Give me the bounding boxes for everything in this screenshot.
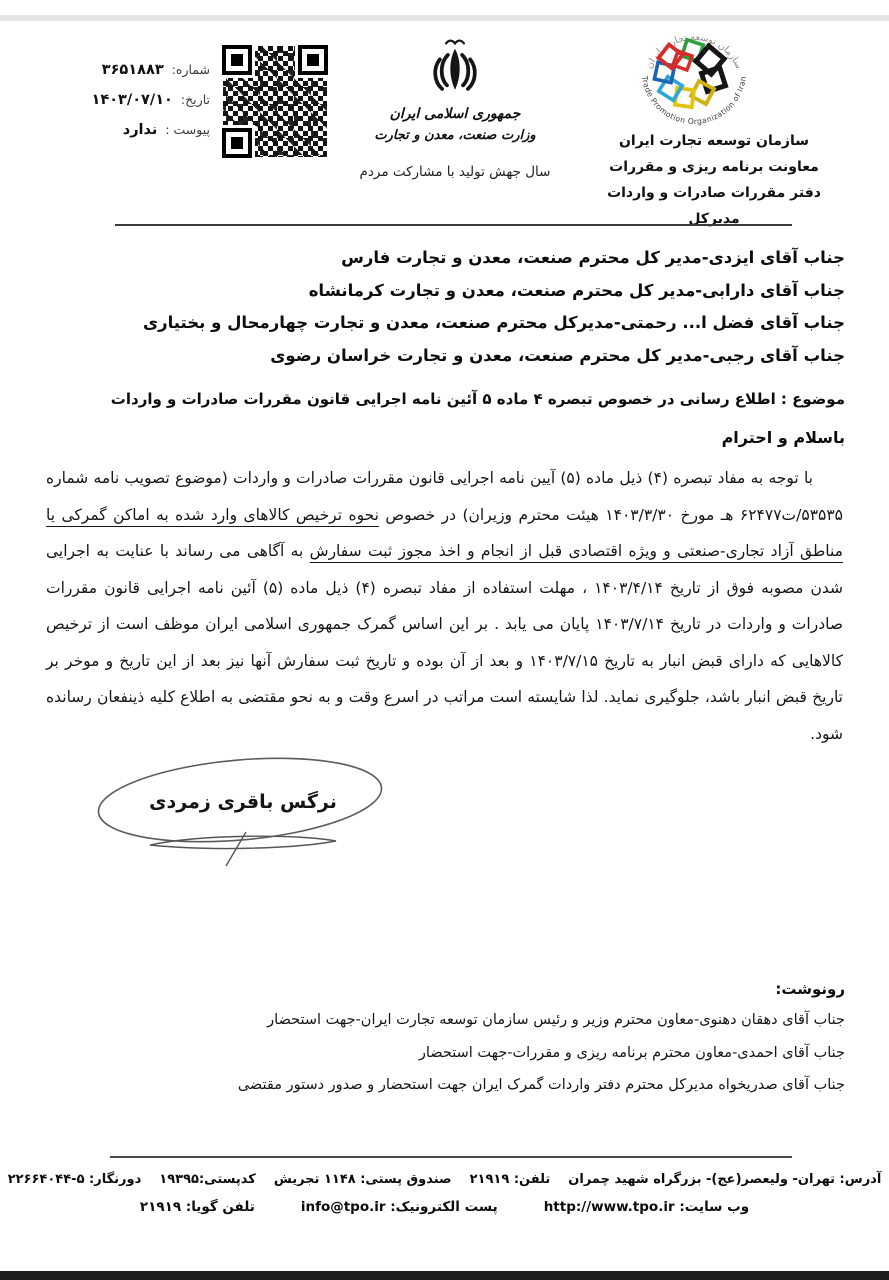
body-part1: با توجه به مفاد تبصره (۴) ذیل ماده (۵) آیین نامه اجرایی قانون مقررات صادرات و واردات (موضوع تصویب نامه شماره ۵۳۵۳۵/ت۶۲۴۷۷ هـ مورخ ۱۴۰۳/۳/۳۰ هیئت محترم وزیران) در خصوص <box>46 469 844 524</box>
letter-attachment-label: پیوست : <box>165 122 210 137</box>
letter-date-row <box>60 92 210 108</box>
qr-finder-top-right <box>298 45 328 75</box>
letter-number-label: شماره: <box>171 62 210 77</box>
ministry-name: وزارت صنعت، معدن و تجارت <box>374 128 536 143</box>
qr-finder-bottom-left <box>222 128 252 158</box>
footer-contact-segment: کدپستی:۱۹۳۹۵ <box>159 1172 256 1187</box>
signatory-name: نرگس باقری زمردی <box>149 791 337 813</box>
cc-list <box>44 1004 845 1102</box>
tpo-logo-pinwheel <box>654 40 725 107</box>
letter-meta-block <box>60 62 210 152</box>
footer-contact-line <box>0 1172 889 1187</box>
letter-date-label: تاریخ: <box>180 92 210 107</box>
qr-finder-top-left <box>222 45 252 75</box>
footer-web-line <box>0 1199 889 1215</box>
cc-item: جناب آقای دهقان دهنوی-معاون محترم وزیر و رئیس سازمان توسعه تجارت ایران-جهت استحضار <box>267 1012 845 1028</box>
salutation: باسلام و احترام <box>721 428 845 447</box>
recipient-line: جناب آقای فضل ا... رحمتی-مدیرکل محترم صنعت، معدن و تجارت چهارمحال و بختیاری <box>142 313 845 332</box>
scan-edge-bottom <box>0 1271 889 1280</box>
tpo-logo-text-fa: سازمان توسعه تجارت ایران <box>643 31 745 71</box>
cc-item: جناب آقای احمدی-معاون محترم برنامه ریزی و مقررات-جهت استحضار <box>418 1044 845 1061</box>
footer-contact-segment: تلفن: ۲۱۹۱۹ <box>469 1172 551 1187</box>
tpo-logo-icon <box>618 20 766 128</box>
body-underlined-clause: نحوه ترخیص کالاهای وارد شده به اماکن گمرکی یا مناطق آزاد تجاری-صنعتی و ویژه اقتصادی قبل از انجام و اخذ مجوز ثبت سفارش <box>46 505 843 560</box>
letter-attachment-row <box>60 122 210 138</box>
signature-block <box>88 748 398 873</box>
footer-contact-segment: دورنگار: ۵-۲۲۶۶۴۰۴۴ <box>7 1172 142 1187</box>
cc-title: رونوشت: <box>775 980 845 998</box>
letter-number-value: ۳۶۵۱۸۸۳ <box>101 62 164 78</box>
footer-block <box>0 1172 889 1215</box>
letter-date-value: ۱۴۰۳/۰۷/۱۰ <box>91 92 173 108</box>
year-slogan: سال جهش تولید با مشارکت مردم <box>359 164 551 180</box>
footer-web-segment: پست الکترونیک: info@tpo.ir <box>300 1199 498 1215</box>
recipients-block <box>44 242 845 372</box>
org-heading-line: مدیرکل <box>688 211 740 227</box>
footer-contact-segment: آدرس: تهران- ولیعصر(عج)- بزرگراه شهید چمران <box>568 1172 882 1187</box>
recipient-line: جناب آقای رجبی-مدیر کل محترم صنعت، معدن و تجارت خراسان رضوی <box>270 345 845 365</box>
header-divider <box>115 224 792 226</box>
cc-block <box>44 980 845 1102</box>
subject-line: موضوع : اطلاع رسانی در خصوص تبصره ۴ ماده ۵ آئین نامه اجرایی قانون مقررات صادرات و واردات <box>110 390 845 408</box>
country-name: جمهوری اسلامی ایران <box>389 106 521 122</box>
org-heading-line: معاونت برنامه ریزی و مقررات <box>609 159 819 175</box>
letter-number-row <box>60 62 210 78</box>
recipient-line: جناب آقای دارابی-مدیر کل محترم صنعت، معدن و تجارت کرمانشاه <box>308 280 845 300</box>
org-heading-line: سازمان توسعه تجارت ایران <box>618 133 810 149</box>
footer-contact-segment: صندوق پستی: ۱۱۴۸ تجریش <box>273 1172 452 1187</box>
org-heading-line: دفتر مقررات صادرات و واردات <box>607 185 821 201</box>
iran-emblem-icon <box>428 38 482 104</box>
cc-item: جناب آقای صدریخواه مدیرکل محترم دفتر واردات گمرک ایران جهت استحضار و صدور دستور مقتضی <box>237 1077 845 1093</box>
government-heading <box>360 106 550 143</box>
footer-divider <box>110 1156 792 1158</box>
body-part2: به آگاهی می رساند با عنایت به اجرایی شدن مصوبه فوق از تاریخ ۱۴۰۳/۴/۱۴ ، مهلت استفاده از مفاد تبصره (۴) ذیل ماده (۵) آئین نامه اجرایی قانون مقررات صادرات و واردات در تاریخ ۱۴۰۳/۷/۱۴ پایان می یابد . بر این اساس گمرک جمهوری اسلامی ایران موظف است از ترخیص کالاهایی که دارای قبض انبار به تاریخ ۱۴۰۳/۷/۱۵ و بعد از آن بوده و تاریخ ثبت سفارش آنها نیز بعد از این تاریخ و موخر بر تاریخ قبض انبار باشد، جلوگیری نماید. لذا شایسته است مراتب در اسرع وقت و به نحو مقتضی به اطلاع کلیه ذینفعان رسانده شود. <box>46 542 843 743</box>
org-heading-block <box>596 128 832 232</box>
tpo-logo-text-en: Trade Promotion Organization of Iran <box>640 75 748 127</box>
footer-web-segment: تلفن گویا: ۲۱۹۱۹ <box>139 1199 255 1215</box>
letter-attachment-value: ندارد <box>122 122 158 138</box>
recipient-line: جناب آقای ایزدی-مدیر کل محترم صنعت، معدن و تجارت فارس <box>341 248 845 267</box>
qr-code-icon <box>219 42 331 161</box>
footer-web-segment: وب سایت: http://www.tpo.ir <box>543 1199 750 1215</box>
letter-body <box>46 460 843 752</box>
